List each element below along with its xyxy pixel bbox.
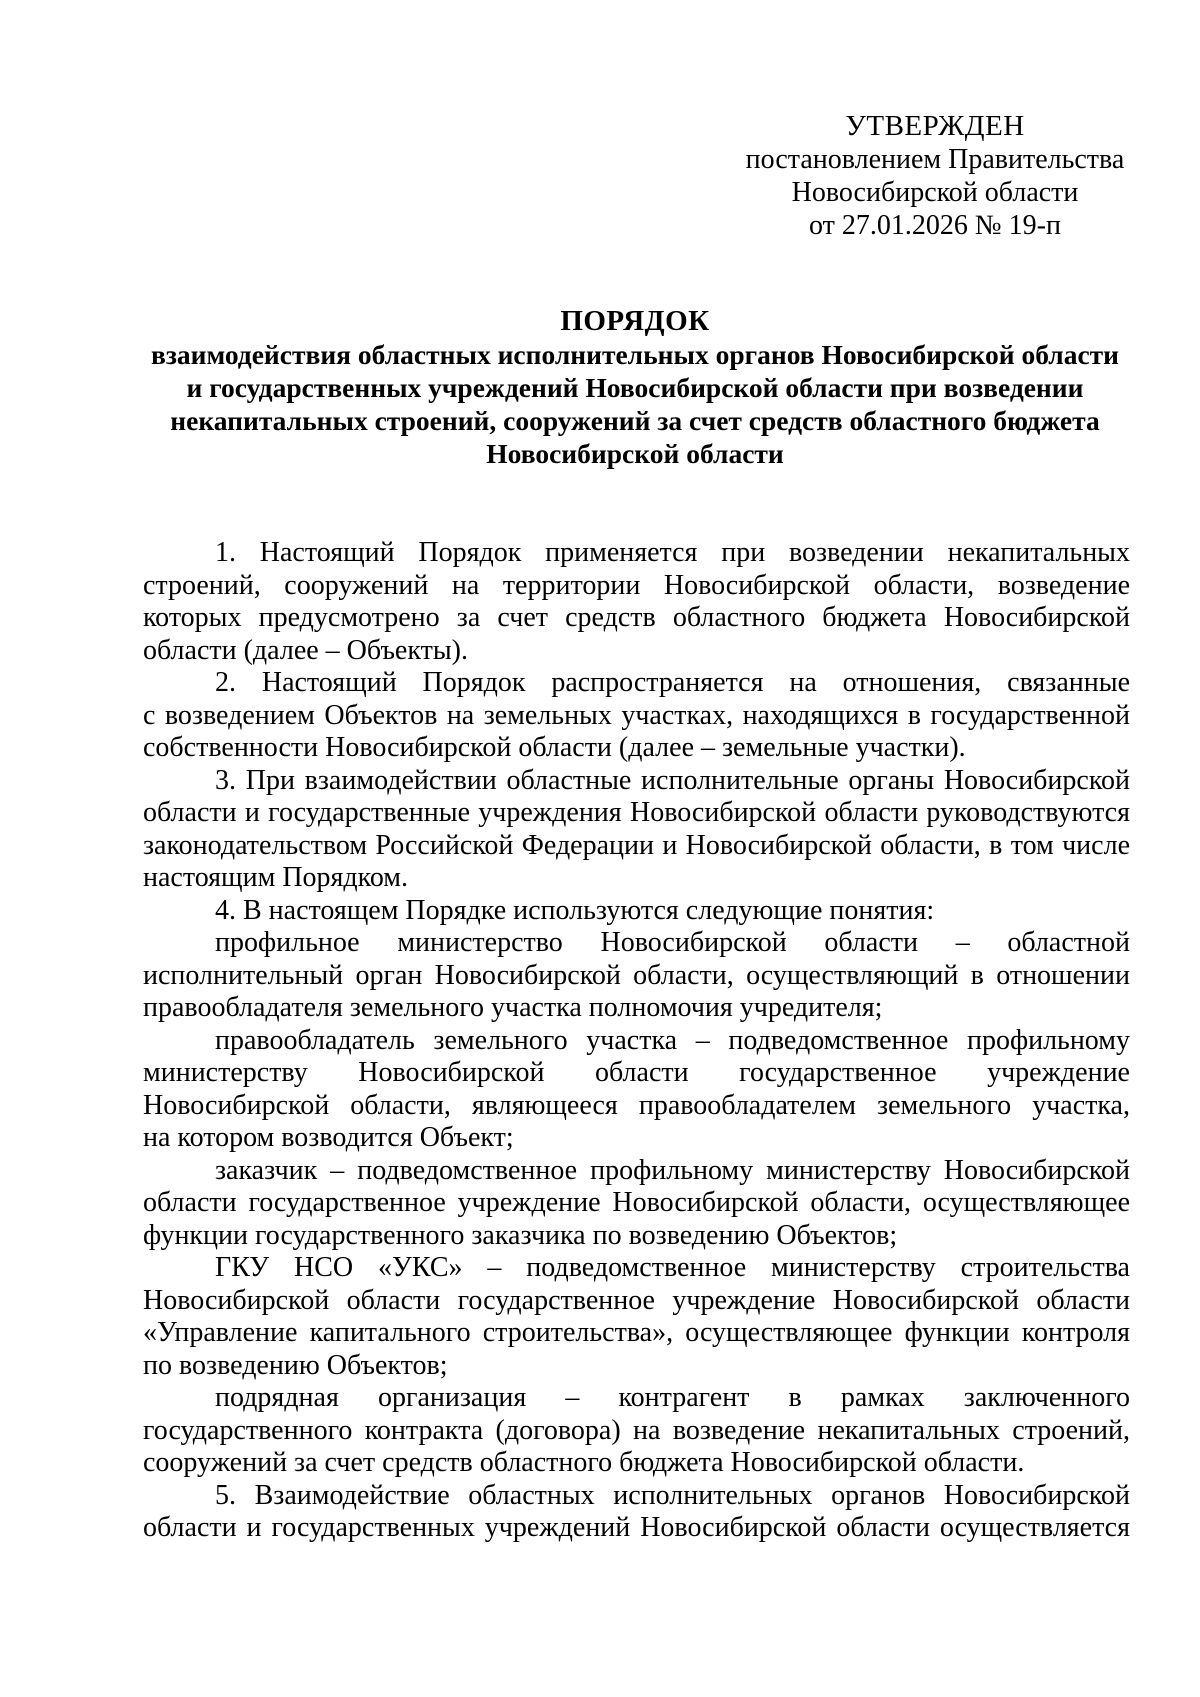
text-line: по возведению Объектов; [143, 1349, 448, 1381]
text-line: которых предусмотрено за счет средств областного бюджета Новосибирской [143, 602, 1130, 633]
text-line: настоящим Порядком. [143, 862, 409, 893]
paragraph-1 [143, 537, 1130, 667]
heading-line-2: и государственных учреждений Новосибирской области при возведении [186, 372, 1084, 403]
heading-line-3: некапитальных строений, сооружений за счет средств областного бюджета [170, 405, 1100, 436]
approval-status: УТВЕРЖДЕН [845, 110, 1025, 142]
text-line: Новосибирской области государственное учреждение Новосибирской области [143, 1284, 1130, 1316]
text-line: строений, сооружений на территории Новосибирской области, возведение [143, 569, 1130, 601]
document-title: ПОРЯДОК [560, 305, 710, 337]
text-line: исполнительный орган Новосибирской области, осуществляющий в отношении [143, 959, 1130, 991]
document-heading [140, 305, 1130, 470]
definition-gku-nso-uks [143, 1252, 1130, 1382]
text-line: собственности Новосибирской области (далее – земельные участки). [143, 732, 966, 763]
text-line: ГКУ НСО «УКС» – подведомственное министерству строительства [215, 1252, 1130, 1283]
text-line: области (далее – Объекты). [143, 634, 468, 666]
text-line: Новосибирской области, являющееся правообладателем земельного участка, [143, 1089, 1130, 1121]
text-line: на котором возводится Объект; [143, 1122, 514, 1153]
document-body [143, 537, 1130, 1545]
approval-stamp [735, 110, 1135, 242]
approval-line-date-number: от 27.01.2026 № 19-п [809, 210, 1061, 241]
text-line: 2. Настоящий Порядок распространяется на отношения, связанные [215, 667, 1130, 698]
text-line: сооружений за счет средств областного бюджета Новосибирской области. [143, 1447, 1025, 1478]
text-line: области и государственных учреждений Новосибирской области осуществляется [143, 1512, 1130, 1543]
text-line: подрядная организация – контрагент в рамках заключенного [215, 1382, 1130, 1413]
text-line: 5. Взаимодействие областных исполнительных органов Новосибирской [215, 1479, 1130, 1511]
text-line: 4. В настоящем Порядке используются следующие понятия: [215, 894, 935, 926]
text-line: области государственное учреждение Новосибирской области, осуществляющее [143, 1187, 1130, 1218]
text-line: 1. Настоящий Порядок применяется при возведении некапитальных [215, 537, 1130, 568]
paragraph-4 [143, 895, 1130, 928]
definition-profile-ministry [143, 927, 1130, 1025]
paragraph-3 [143, 765, 1130, 895]
text-line: «Управление капитального строительства», осуществляющее функции контроля [143, 1317, 1130, 1348]
approval-line-decree: постановлением Правительства [745, 144, 1125, 175]
text-line: министерству Новосибирской области государственное учреждение [143, 1057, 1130, 1088]
text-line: профильное министерство Новосибирской области – областной [215, 927, 1130, 958]
text-line: области и государственные учреждения Новосибирской области руководствуются [143, 797, 1130, 828]
paragraph-5 [143, 1480, 1130, 1545]
text-line: законодательством Российской Федерации и Новосибирской области, в том числе [143, 829, 1130, 861]
definition-contractor [143, 1382, 1130, 1480]
approval-line-region: Новосибирской области [791, 177, 1079, 208]
text-line: функции государственного заказчика по возведению Объектов; [143, 1219, 898, 1251]
heading-line-4: Новосибирской области [486, 438, 784, 469]
text-line: правообладатель земельного участка – подведомственное профильному [215, 1024, 1130, 1056]
text-line: правообладателя земельного участка полномочия учредителя; [143, 992, 883, 1023]
definition-customer [143, 1155, 1130, 1253]
paragraph-2 [143, 667, 1130, 765]
heading-line-1: взаимодействия областных исполнительных органов Новосибирской области [150, 339, 1120, 370]
text-line: государственного контракта (договора) на возведение некапитальных строений, [143, 1414, 1130, 1446]
definition-land-rightholder [143, 1025, 1130, 1155]
text-line: с возведением Объектов на земельных участках, находящихся в государственной [143, 699, 1130, 731]
text-line: 3. При взаимодействии областные исполнительные органы Новосибирской [215, 764, 1130, 796]
text-line: заказчик – подведомственное профильному министерству Новосибирской [215, 1154, 1130, 1186]
